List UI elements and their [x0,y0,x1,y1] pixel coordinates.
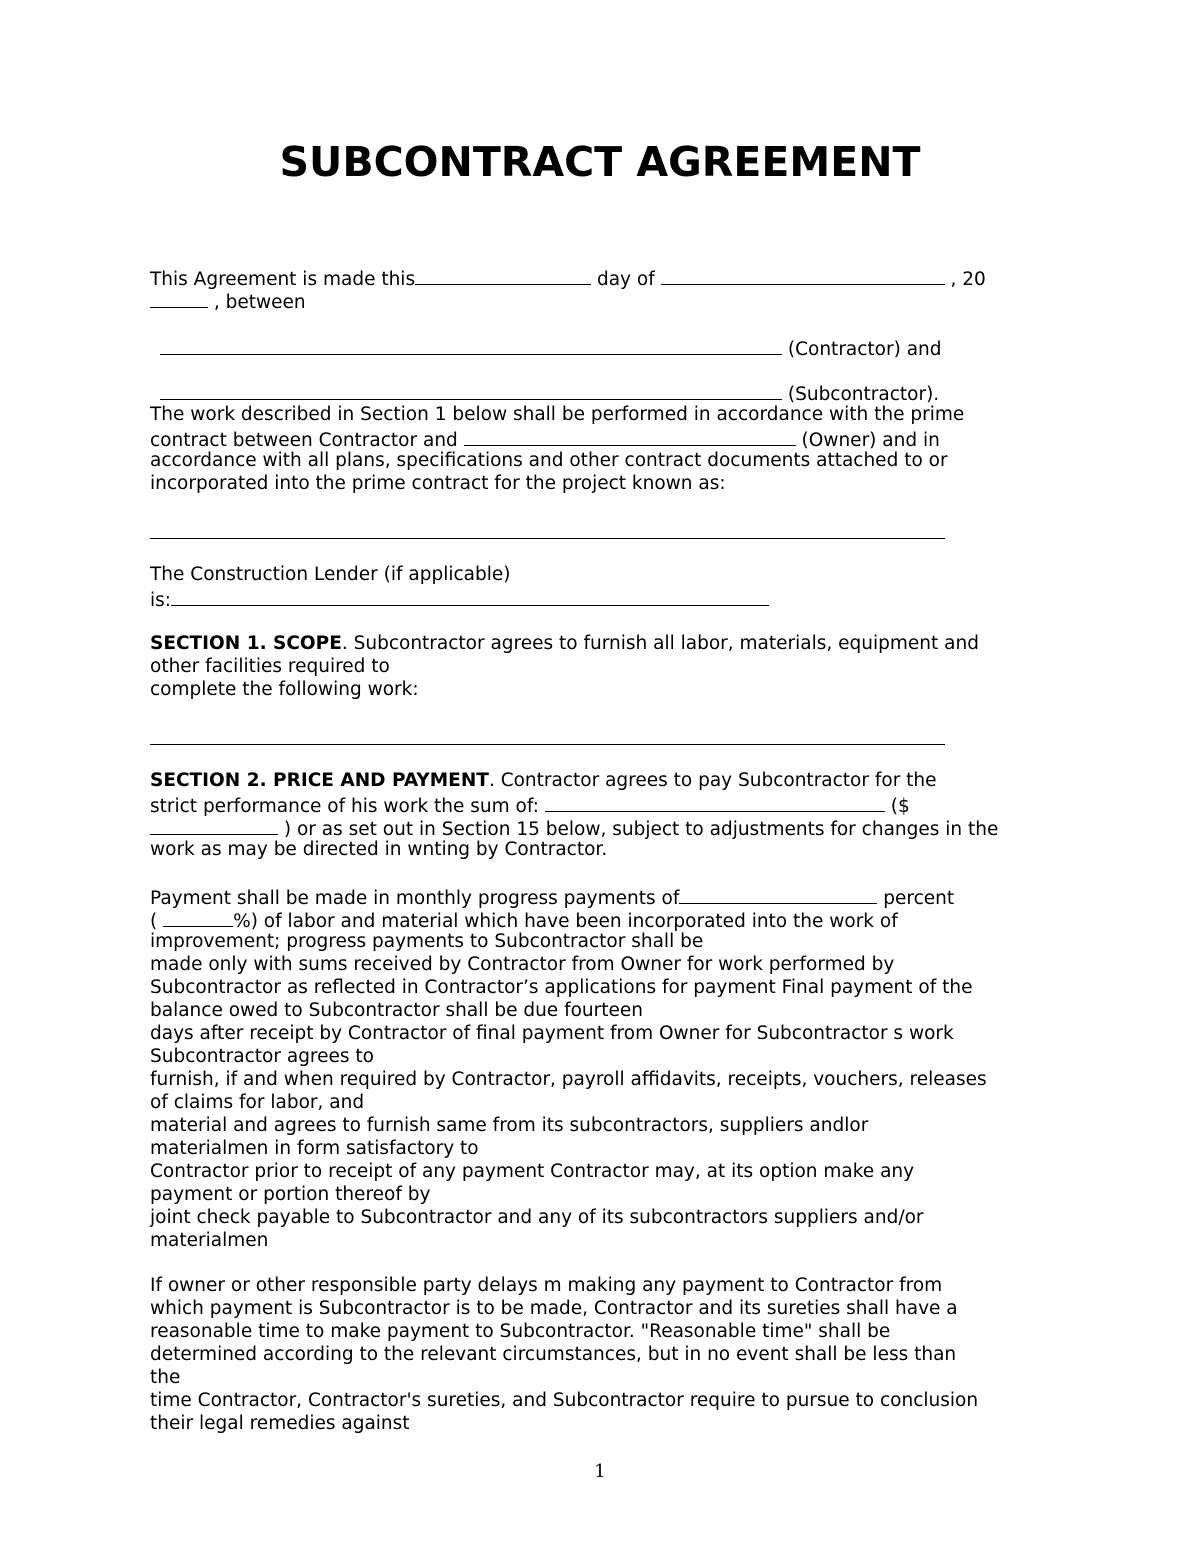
section1-line-2: other facilities required to [150,656,390,677]
intro-day-of: day of [591,269,661,290]
delay-line-2: which payment is Subcontractor is to be made, Contractor and its sureties shall have a [150,1298,958,1319]
payment-line-7: days after receipt by Contractor of final payment from Owner for Subcontractor s work [150,1023,954,1044]
payment-line-8: Subcontractor agrees to [150,1046,374,1067]
section2-line-1 [150,769,937,792]
percent-words-blank [679,884,877,904]
payment-line-10: of claims for labor, and [150,1092,365,1113]
intro-between: , between [208,292,306,313]
subcontractor-label: (Subcontractor). [782,384,940,405]
intro-line-2 [150,288,306,314]
payment-line-14: payment or portion thereof by [150,1184,431,1205]
month-blank [661,265,945,285]
work-contract-between: contract between Contractor and [150,430,464,451]
section1-line-3: complete the following work: [150,679,419,700]
day-blank [415,265,591,285]
page-number: 1 [594,1461,606,1482]
lender-is: is: [150,590,172,611]
section2-text: . Contractor agrees to pay Subcontractor for the [488,770,937,791]
lender-blank [171,586,769,606]
owner-label: (Owner) and in [795,430,940,451]
work-line-4: incorporated into the prime contract for the project known as: [150,473,726,494]
payment-paren: ( [150,911,164,932]
section2-heading: SECTION 2. PRICE AND PAYMENT [150,770,489,791]
payment-line-13: Contractor prior to receipt of any payment Contractor may, at its option make any [150,1161,915,1182]
work-line-1: The work described in Section 1 below shall be performed in accordance with the prime [150,404,965,425]
subcontractor-blank [160,380,782,400]
section1-line-1 [150,632,979,655]
project-name-blank [150,538,945,539]
delay-line-5: the [150,1367,181,1388]
lender-line-2 [150,586,769,612]
lender-line-1: The Construction Lender (if applicable) [150,564,511,585]
owner-blank [464,426,796,446]
contractor-blank [160,335,782,355]
work-line-3: accordance with all plans, specifications and other contract documents attached to or [150,450,948,471]
sum-amount-blank [150,815,278,835]
page-title: SUBCONTRACT AGREEMENT [279,138,921,186]
section2-dollar: ($ [884,796,910,817]
percent-number-blank [163,907,233,927]
payment-line-5: Subcontractor as reflected in Contractor’s applications for payment Final payment of the [150,977,973,998]
scope-work-blank [150,744,945,745]
payment-percent: percent [877,888,955,909]
section2-line-4: work as may be directed in wnting by Contractor. [150,839,608,860]
intro-year-prefix: , 20 [944,269,986,290]
payment-line-16: materialmen [150,1230,269,1251]
section1-heading: SECTION 1. SCOPE [150,633,342,654]
payment-monthly: Payment shall be made in monthly progress payments of [150,888,680,909]
payment-line-3: improvement; progress payments to Subcontractor shall be [150,931,704,952]
intro-made-this: This Agreement is made this [150,269,416,290]
sum-words-blank [545,792,885,812]
payment-labor: %) of labor and material which have been incorporated into the work of [233,911,898,932]
payment-line-4: made only with sums received by Contractor from Owner for work performed by [150,954,895,975]
payment-line-6: balance owed to Subcontractor shall be due fourteen [150,1000,643,1021]
section2-sum-of: strict performance of his work the sum of: [150,796,545,817]
delay-line-4: determined according to the relevant circumstances, but in no event shall be less than [150,1344,957,1365]
payment-line-9: furnish, if and when required by Contractor, payroll affidavits, receipts, vouchers, releases [150,1069,987,1090]
delay-line-1: If owner or other responsible party delays m making any payment to Contractor from [150,1275,943,1296]
payment-line-12: materialmen in form satisfactory to [150,1138,479,1159]
section1-text: . Subcontractor agrees to furnish all labor, materials, equipment and [341,633,979,654]
section2-adjustments: ) or as set out in Section 15 below, subject to adjustments for changes in the [278,819,999,840]
payment-line-15: joint check payable to Subcontractor and any of its subcontractors suppliers and/or [150,1207,924,1228]
delay-line-6: time Contractor, Contractor's sureties, and Subcontractor require to pursue to conclusion [150,1390,979,1411]
delay-line-7: their legal remedies against [150,1413,410,1434]
payment-line-11: material and agrees to furnish same from its subcontractors, suppliers andlor [150,1115,869,1136]
contractor-line [160,335,942,361]
delay-line-3: reasonable time to make payment to Subcontractor. "Reasonable time" shall be [150,1321,891,1342]
contractor-label: (Contractor) and [782,339,942,360]
year-blank [150,288,208,308]
